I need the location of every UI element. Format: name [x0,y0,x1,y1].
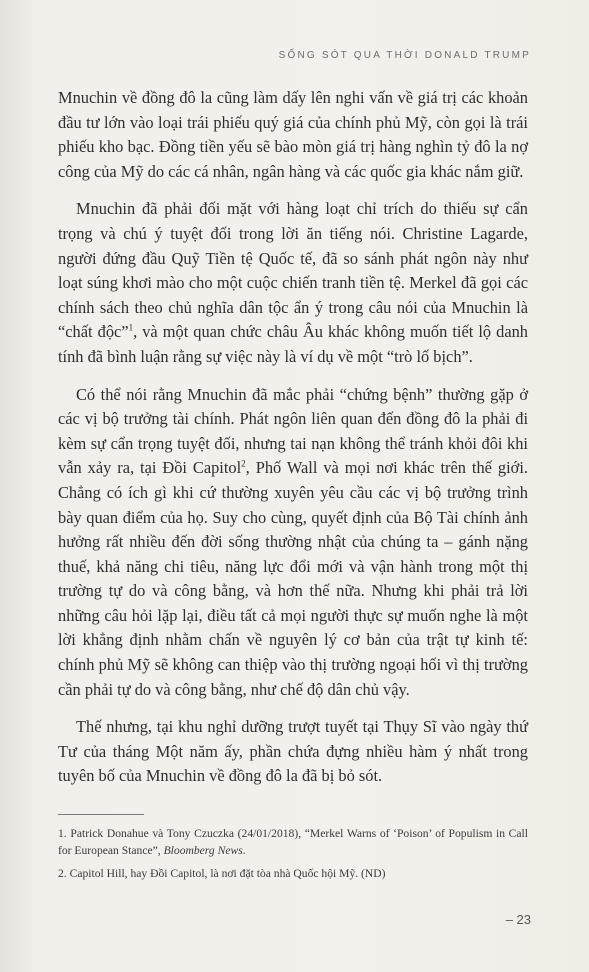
footnote-1-text: Patrick Donahue và Tony Czuczka (24/01/2018), “Merkel Warns of ‘Poison’ of Populism in Call for European Stance”, [58,827,528,857]
footnote-1 [58,825,528,859]
body-text [58,86,528,802]
paragraph-3-text-cont: , Phố Wall và mọi nơi khác trên thế giới. Chẳng có ích gì khi cứ thường xuyên yêu cầu các vị bộ trưởng trình bày quan điểm của họ. Suy cho cùng, quyết định của Bộ Tài chính ảnh hưởng rất nhiều đến đời sống thường nhật của chúng ta – gánh nặng thuế, khả năng chi tiêu, năng lực đổi mới và vận hành trong một thị trường tự do và công bằng, và hơn thế nữa. Nhưng khi phải trả lời những câu hỏi lặp lại, điều tất cả mọi người thực sự muốn nghe là một lời khẳng định nhằm chấn về nguyên lý cơ bản của trật tự kinh tế: chính phủ Mỹ sẽ không can thiệp vào thị trường ngoại hối vì thị trường cần phải tự do và công bằng, như chế độ dân chủ vậy. [58,458,528,699]
page-number: – 23 [505,912,531,927]
running-head: SỐNG SÓT QUA THỜI DONALD TRUMP [278,50,531,61]
footnote-ref-2[interactable]: 2 [241,458,246,469]
paragraph-4 [58,715,528,789]
footnotes [58,825,528,888]
footnote-2 [58,865,528,882]
footnote-divider [58,814,144,815]
paragraph-3-text: Có thể nói rằng Mnuchin đã mắc phải “chứng bệnh” thường gặp ở các vị bộ trưởng tài chính. Phát ngôn liên quan đến đồng đô la phải đi kèm sự cẩn trọng tuyệt đối, nhưng tai nạn không thể tránh khỏi đôi khi vẫn xảy ra, tại Đồi Capitol [58,384,528,478]
footnote-ref-1[interactable]: 1 [128,322,134,333]
footnote-2-number: 2. [58,867,67,880]
paragraph-2 [58,197,528,369]
paragraph-3 [58,383,528,703]
footnote-1-end: . [242,844,246,857]
paragraph-2-text-cont: , và một quan chức châu Âu khác không muốn tiết lộ danh tính đã bình luận rằng sự việc này là ví dụ về một “trò lố bịch”. [58,322,529,366]
footnote-1-source: Bloomberg News [163,844,243,857]
footnote-2-text: Capitol Hill, hay Đồi Capitol, là nơi đặt tòa nhà Quốc hội Mỹ. (ND) [69,867,386,880]
paragraph-1-text: Mnuchin về đồng đô la cũng làm dấy lên nghi vấn về giá trị các khoản đầu tư lớn vào loại trái phiếu quý giá của chính phủ Mỹ, còn gọi là trái phiếu kho bạc. Đồng tiền yếu sẽ bào mòn giá trị hàng nghìn tỷ đô la nợ công của Mỹ do các cá nhân, ngân hàng và các quốc gia khác nắm giữ. [58,88,528,181]
paragraph-2-text: Mnuchin đã phải đối mặt với hàng loạt chỉ trích do thiếu sự cẩn trọng và chú ý tuyệt đối trong lời ăn tiếng nói. Christine Lagarde, người đứng đầu Quỹ Tiền tệ Quốc tế, đã so sánh phát ngôn này như loạt súng khơi mào cho một cuộc chiến tranh tiền tệ. Merkel đã gọi các chính sách theo chủ nghĩa dân tộc ẩn ý trong câu nói của Mnuchin là “chất độc” [58,199,528,342]
paragraph-1 [58,86,528,184]
paragraph-4-text: Thế nhưng, tại khu nghỉ dưỡng trượt tuyết tại Thụy Sĩ vào ngày thứ Tư của tháng Một năm ấy, phần chứa đựng nhiều hàm ý nhất trong tuyên bố của Mnuchin về đồng đô la đã bị bỏ sót. [58,717,528,786]
footnote-1-number: 1. [58,827,67,840]
